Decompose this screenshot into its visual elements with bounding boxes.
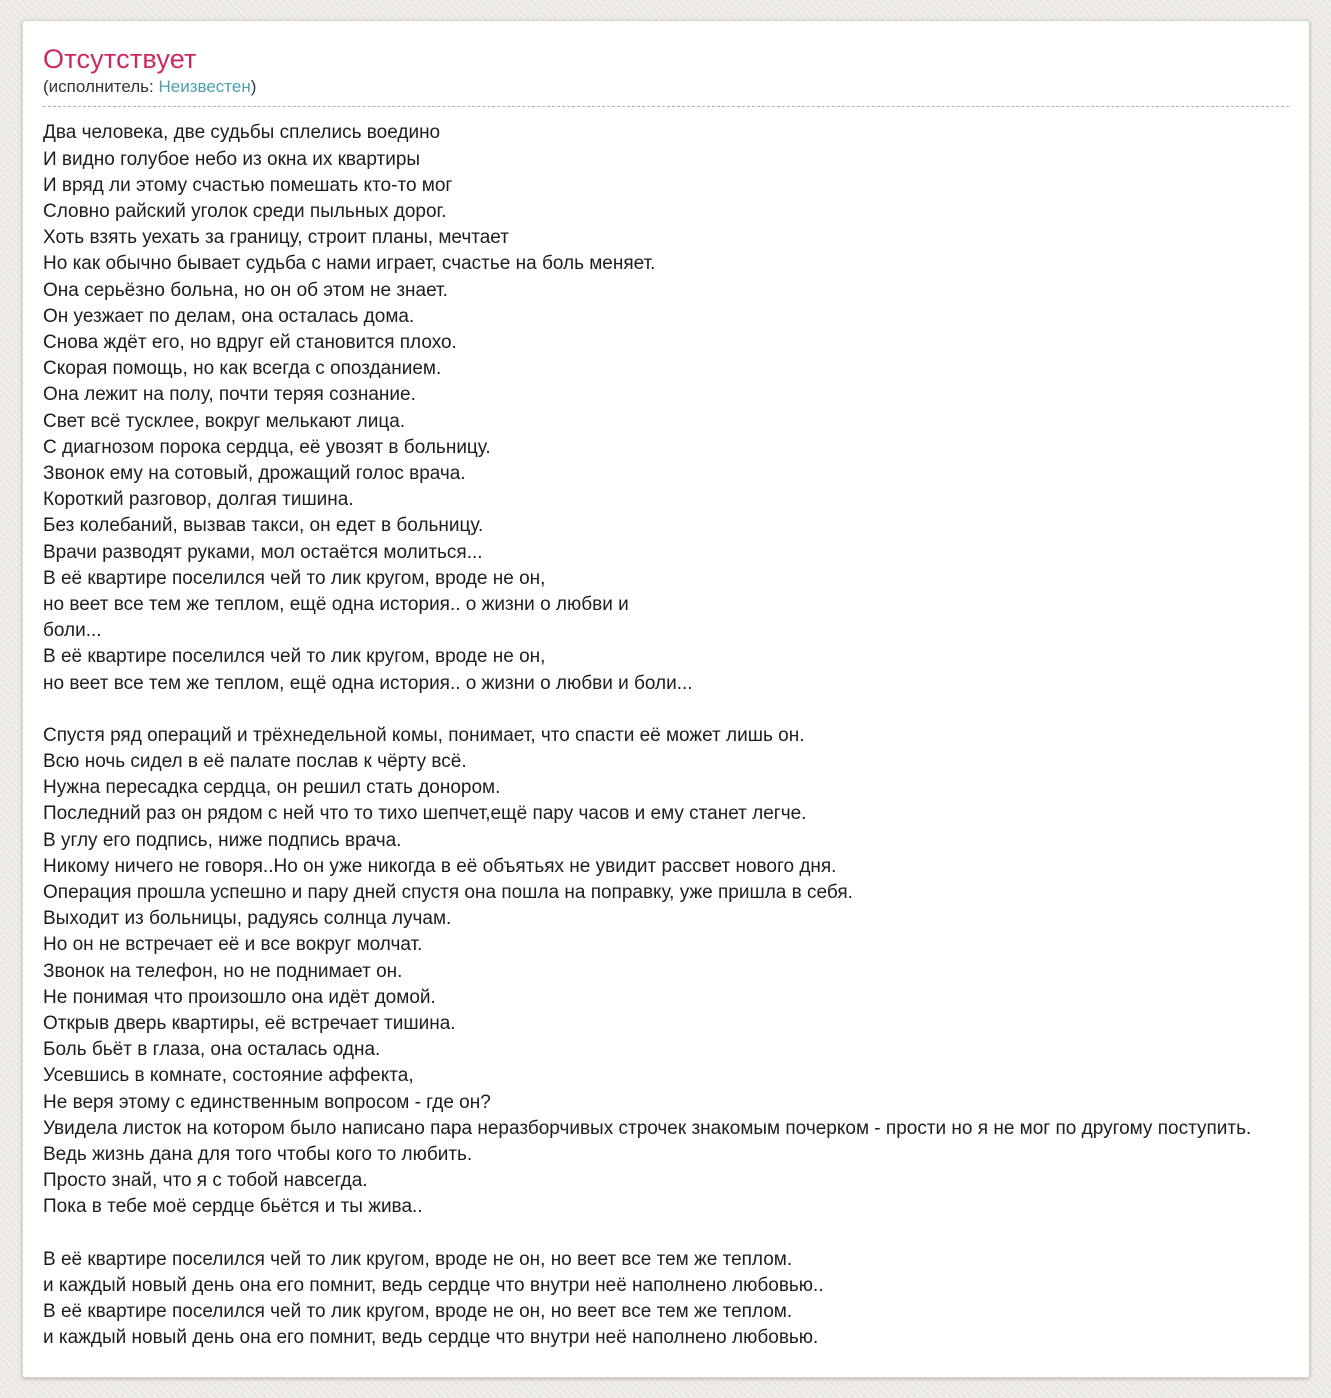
artist-label-suffix: ) [250, 77, 257, 97]
lyrics-line: и каждый новый день она его помнит, ведь сердце что внутри неё наполнено любовью. [43, 1327, 819, 1349]
lyrics-line: Не понимая что произошло она идёт домой. [43, 986, 436, 1008]
lyrics-line: Скорая помощь, но как всегда с опозданием. [43, 358, 442, 380]
lyrics-line: Звонок ему на сотовый, дрожащий голос врача. [43, 462, 466, 484]
lyrics-line: Два человека, две судьбы сплелись воедино [43, 122, 441, 144]
lyrics-line: Операция прошла успешно и пару дней спустя она пошла на поправку, уже пришла в себя. [43, 882, 853, 904]
lyrics-text [43, 120, 1289, 1351]
lyrics-line: Звонок на телефон, но не поднимает он. [43, 960, 403, 982]
lyrics-line: Увидела листок на котором было написано пара неразборчивых строчек знакомым почерком - прости но я не мог по другому поступить. [43, 1117, 1252, 1139]
lyrics-line: Всю ночь сидел в её палате послав к чёрту всё. [43, 751, 467, 773]
lyrics-line: Открыв дверь квартиры, её встречает тишина. [43, 1013, 456, 1035]
lyrics-line: И видно голубое небо из окна их квартиры [43, 148, 421, 170]
lyrics-line: и каждый новый день она его помнит, ведь сердце что внутри неё наполнено любовью.. [43, 1274, 824, 1296]
lyrics-line: Просто знай, что я с тобой навсегда. [43, 1170, 368, 1192]
lyrics-line: Нужна пересадка сердца, он решил стать донором. [43, 777, 501, 799]
lyrics-line: В её квартире поселился чей то лик кругом, вроде не он, но веет все тем же теплом. [43, 1248, 793, 1270]
lyrics-line: В её квартире поселился чей то лик кругом, вроде не он, [43, 646, 546, 668]
lyrics-line: Но как обычно бывает судьба с нами играет, счастье на боль меняет. [43, 253, 656, 275]
lyrics-line: Врачи разводят руками, мол остаётся молиться... [43, 541, 483, 563]
artist-link[interactable]: Неизвестен [158, 77, 251, 97]
lyrics-line: Усевшись в комнате, состояние аффекта, [43, 1065, 414, 1087]
artist-line [43, 77, 1289, 107]
lyrics-stanza [43, 1247, 1289, 1352]
lyrics-line: В углу его подпись, ниже подпись врача. [43, 829, 402, 851]
song-title: Отсутствует [43, 44, 197, 74]
lyrics-line: С диагнозом порока сердца, её увозят в больницу. [43, 436, 491, 458]
lyrics-line: Без колебаний, вызвав такси, он едет в больницу. [43, 515, 484, 537]
lyrics-line: Спустя ряд операций и трёхнедельной комы, понимает, что спасти её может лишь он. [43, 724, 805, 746]
lyrics-stanza [43, 723, 1289, 1221]
artist-label-prefix: (исполнитель: [43, 77, 159, 97]
lyrics-line: Выходит из больницы, радуясь солнца лучам. [43, 908, 452, 930]
page-background [0, 20, 1331, 1398]
lyrics-line: Снова ждёт его, но вдруг ей становится плохо. [43, 331, 457, 353]
lyrics-stanza [43, 120, 1289, 696]
lyrics-line: Она серьёзно больна, но он об этом не знает. [43, 279, 448, 301]
lyrics-line: Короткий разговор, долгая тишина. [43, 489, 354, 511]
lyrics-line: Пока в тебе моё сердце бьётся и ты жива.. [43, 1196, 423, 1218]
lyrics-line: но веет все тем же теплом, ещё одна история.. о жизни о любви и [43, 594, 629, 615]
lyrics-line: боли... [43, 620, 102, 642]
lyrics-line: Последний раз он рядом с ней что то тихо шепчет,ещё пару часов и ему станет легче. [43, 803, 807, 825]
lyrics-line: Она лежит на полу, почти теряя сознание. [43, 384, 416, 406]
lyrics-line: Ведь жизнь дана для того чтобы кого то любить. [43, 1144, 473, 1166]
lyrics-line: но веет все тем же теплом, ещё одна история.. о жизни о любви и боли... [43, 672, 693, 694]
lyrics-line: Но он не встречает её и все вокруг молчат. [43, 934, 423, 956]
lyrics-line: И вряд ли этому счастью помешать кто-то мог [43, 174, 453, 196]
lyrics-card [22, 20, 1310, 1378]
lyrics-line: В её квартире поселился чей то лик кругом, вроде не он, [43, 567, 546, 589]
lyrics-line: Не веря этому с единственным вопросом - где он? [43, 1091, 491, 1113]
lyrics-line: Свет всё тусклее, вокруг мелькают лица. [43, 410, 406, 432]
lyrics-line: В её квартире поселился чей то лик кругом, вроде не он, но веет все тем же теплом. [43, 1301, 793, 1323]
lyrics-line: Хоть взять уехать за границу, строит планы, мечтает [43, 227, 509, 249]
lyrics-line: Словно райский уголок среди пыльных дорог. [43, 200, 447, 222]
lyrics-line: Боль бьёт в глаза, она осталась одна. [43, 1039, 381, 1061]
lyrics-line: Он уезжает по делам, она осталась дома. [43, 305, 415, 327]
lyrics-line: Никому ничего не говоря..Но он уже никогда в её объятьях не увидит рассвет нового дня. [43, 855, 837, 877]
song-header [43, 45, 1289, 107]
